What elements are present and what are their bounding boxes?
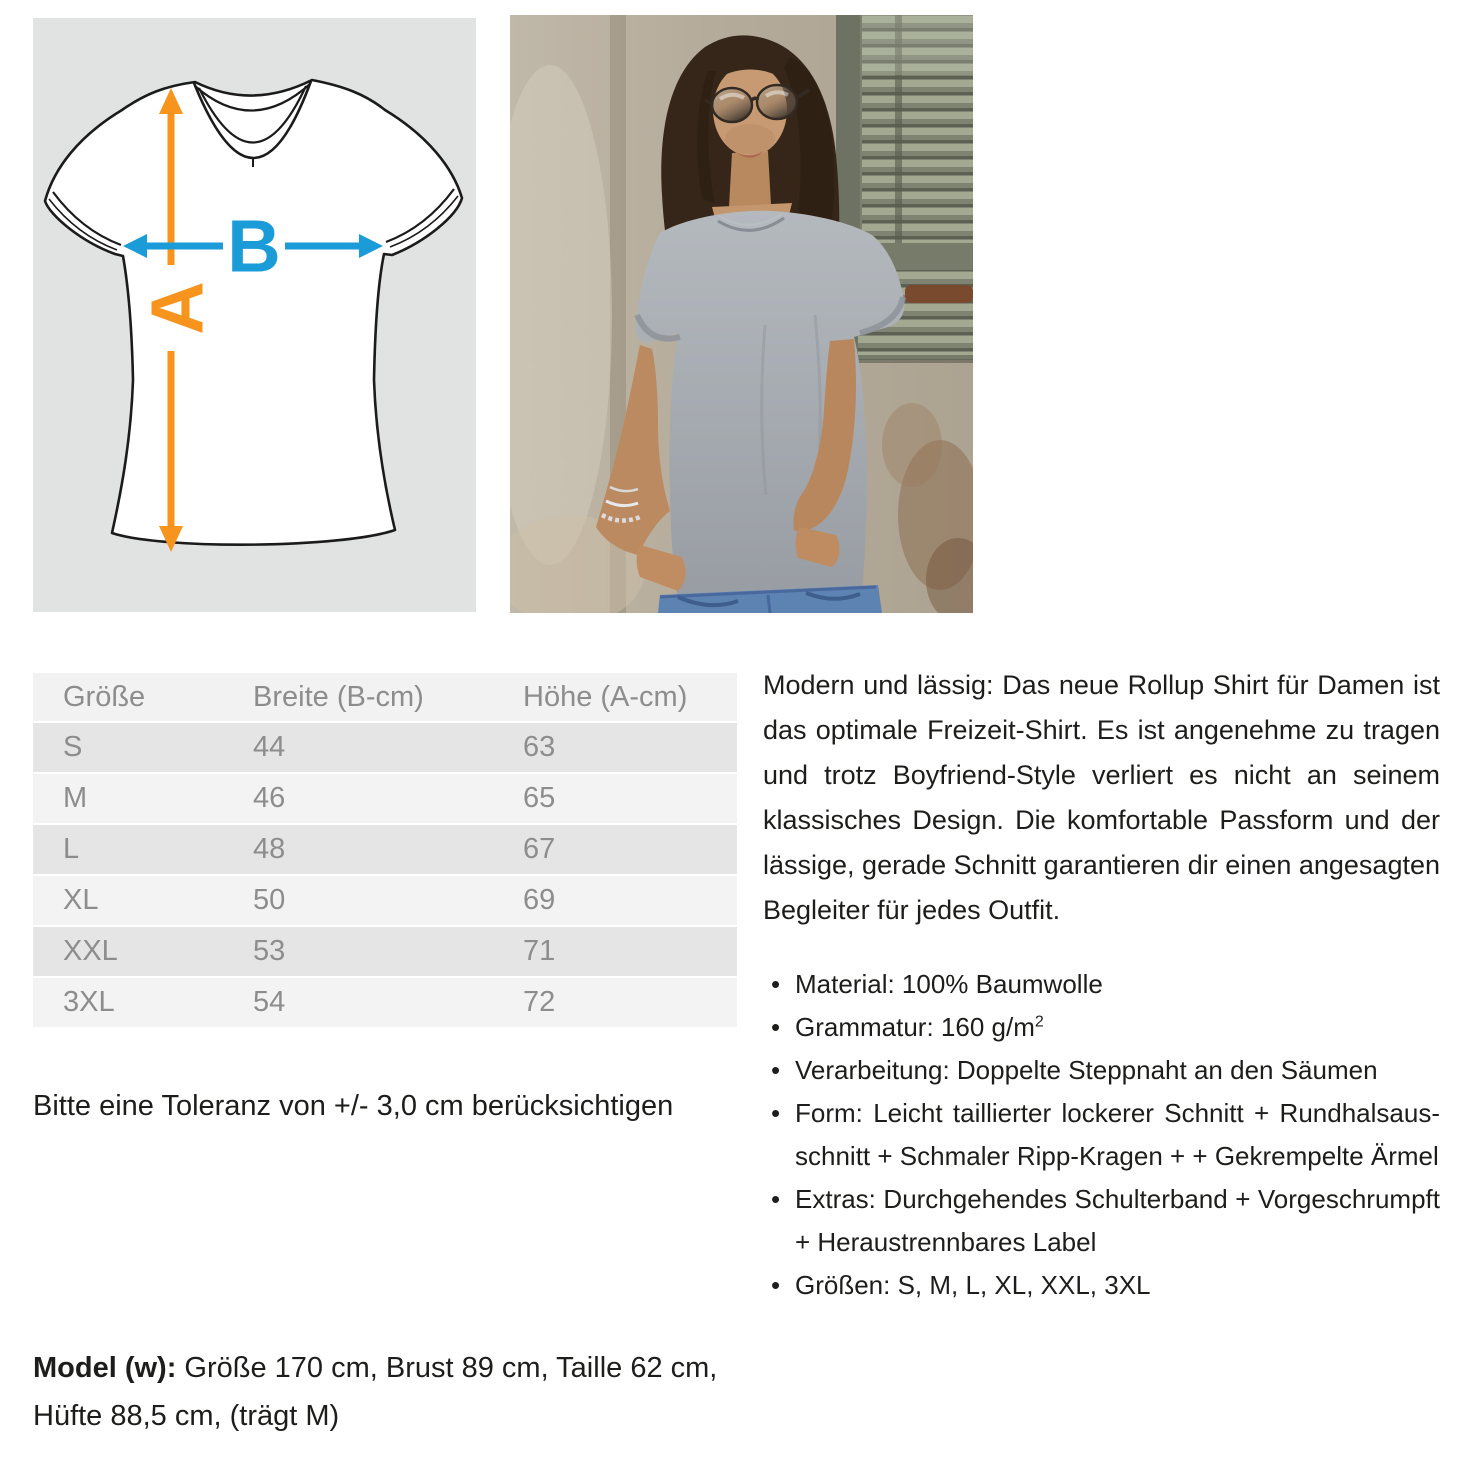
hoehe-cell: 67 xyxy=(523,833,556,865)
feature-grammatur xyxy=(763,1006,1440,1049)
breite-cell: 48 xyxy=(253,833,286,865)
column-header-breite: Breite (B-cm) xyxy=(253,680,424,713)
hoehe-cell: 72 xyxy=(523,986,556,1018)
feature-text: Form: Leicht taillierter lockerer Schnitt + Rundhalsaus-schnitt + Schmaler Ripp-Kragen + + Gekrempelte Ärmel xyxy=(795,1098,1440,1171)
size-cell: XXL xyxy=(63,935,118,967)
feature-material xyxy=(763,963,1440,1006)
size-cell: S xyxy=(63,731,83,763)
feature-text: Material: 100% Baumwolle xyxy=(795,969,1103,999)
tolerance-note: Bitte eine Toleranz von +/- 3,0 cm berücksichtigen xyxy=(33,1090,674,1122)
feature-text: Extras: Durchgehendes Schulterband + Vorgeschrumpft + Heraustrennbares Label xyxy=(795,1184,1440,1257)
size-cell: 3XL xyxy=(63,986,115,1018)
product-description xyxy=(763,663,1440,1307)
table-row-xl xyxy=(33,876,737,925)
rusty-hinge xyxy=(905,285,973,303)
feature-extras xyxy=(763,1178,1440,1264)
column-header-groesse: Größe xyxy=(63,680,146,713)
feature-verarbeitung xyxy=(763,1049,1440,1092)
superscript: 2 xyxy=(1034,1013,1044,1031)
breite-cell: 50 xyxy=(253,884,286,916)
model-info-label: Model (w): xyxy=(33,1352,177,1384)
breite-cell: 53 xyxy=(253,935,286,967)
measurement-label-a: A xyxy=(135,281,219,335)
table-row-s xyxy=(33,723,737,772)
table-row-m xyxy=(33,774,737,823)
column-header-hoehe: Höhe (A-cm) xyxy=(523,680,688,713)
feature-groessen xyxy=(763,1264,1440,1307)
table-row-3xl xyxy=(33,978,737,1027)
tshirt-body xyxy=(45,80,462,545)
model-photo xyxy=(510,15,973,613)
measurement-label-b: B xyxy=(227,204,281,288)
table-row-xxl xyxy=(33,927,737,976)
feature-form xyxy=(763,1092,1440,1178)
hoehe-cell: 65 xyxy=(523,782,556,814)
feature-list xyxy=(763,963,1440,1307)
table-row-l xyxy=(33,825,737,874)
hoehe-cell: 63 xyxy=(523,731,556,763)
size-diagram xyxy=(33,18,476,612)
feature-text: Größen: S, M, L, XL, XXL, 3XL xyxy=(795,1270,1151,1300)
size-table-header-row xyxy=(33,673,737,721)
breite-cell: 44 xyxy=(253,731,286,763)
feature-text: Grammatur: 160 g/m xyxy=(795,1012,1035,1042)
model-info-details: Größe 170 cm, Brust 89 cm, Taille 62 cm, Hüfte 88,5 cm, (trägt M) xyxy=(33,1352,718,1432)
description-paragraph: Modern und lässig: Das neue Rollup Shirt für Damen ist das optimale Freizeit-Shirt. Es ist angenehme zu tragen und trotz Boyfriend-Style verliert es nicht an seinem klassisches Design. Die komfortable Passform und der lässige, gerade Schnitt garantieren dir einen angesagten Begleiter für jedes Outfit. xyxy=(763,670,1440,925)
feature-text: Verarbeitung: Doppelte Steppnaht an den Säumen xyxy=(795,1055,1378,1085)
model-photo-illustration xyxy=(510,15,973,613)
size-cell: M xyxy=(63,782,88,814)
tshirt-outline-drawing xyxy=(33,18,476,612)
breite-cell: 54 xyxy=(253,986,286,1018)
size-table xyxy=(33,673,737,1029)
hoehe-cell: 69 xyxy=(523,884,556,916)
hoehe-cell: 71 xyxy=(523,935,556,967)
neck xyxy=(729,151,771,212)
size-cell: XL xyxy=(63,884,99,916)
model-info xyxy=(33,1344,778,1440)
breite-cell: 46 xyxy=(253,782,286,814)
size-cell: L xyxy=(63,833,80,865)
